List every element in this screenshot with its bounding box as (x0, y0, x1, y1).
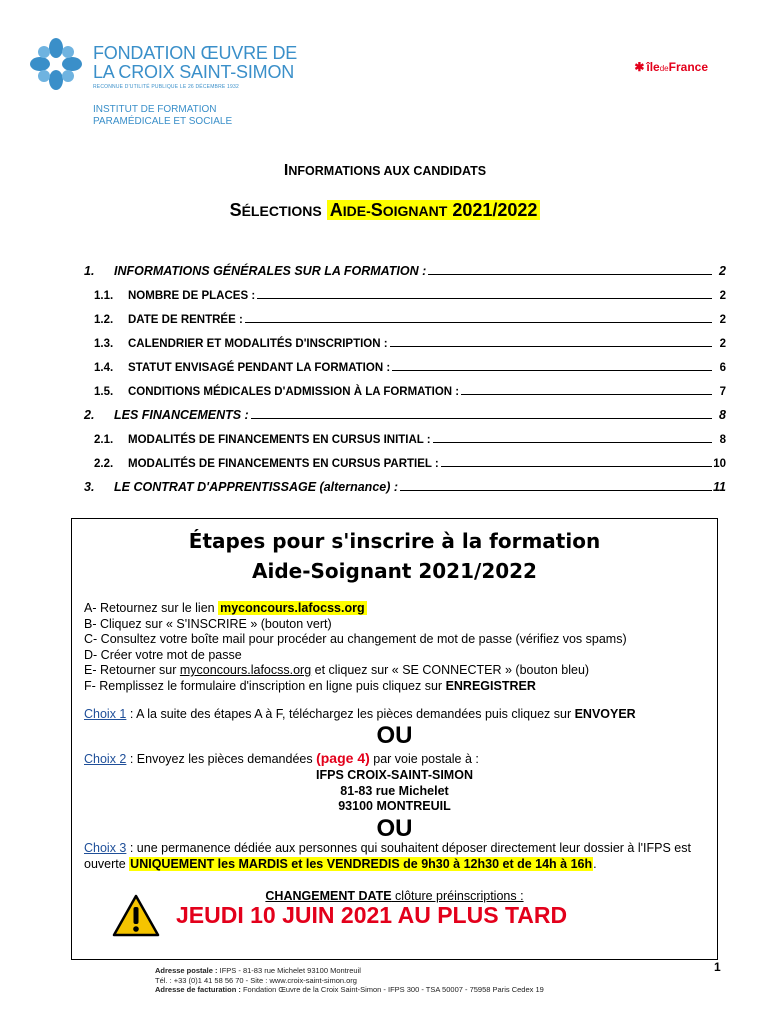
title2-highlight (327, 200, 541, 220)
toc-page: 2 (719, 290, 726, 302)
step-a (84, 601, 709, 617)
toc-number: 1. (84, 264, 95, 278)
step-f (84, 679, 709, 695)
footer (155, 966, 544, 995)
choix-2-label: Choix 2 (84, 752, 127, 766)
deadline-text: JEUDI 10 JUIN 2021 AU PLUS TARD (176, 902, 568, 928)
step-e-text: E- Retourner sur (84, 663, 180, 677)
toc-number: 2.2. (94, 458, 114, 470)
toc-number: 3. (84, 480, 95, 494)
address-line3: 93100 MONTREUIL (338, 799, 451, 813)
toc-leader-line (257, 297, 712, 299)
choix-3-label: Choix 3 (84, 841, 127, 855)
ile-de-france-logo (634, 60, 708, 74)
document-subtitle (0, 200, 770, 221)
step-a-text: A- Retournez sur le lien (84, 601, 219, 615)
toc-label: NOMBRE DE PLACES : (128, 290, 256, 302)
title2-oignant: OIGNANT (382, 203, 448, 219)
toc-page: 7 (719, 386, 726, 398)
toc-label: LES FINANCEMENTS : (114, 408, 249, 422)
institute-name (93, 104, 232, 128)
croix-saint-simon-logo-icon (30, 38, 82, 90)
toc-entry[interactable] (84, 302, 726, 326)
step-f-text: F- Remplissez le formulaire d'inscription en ligne puis cliquez sur (84, 678, 446, 693)
step-e (84, 663, 709, 679)
idf-france: France (668, 60, 708, 74)
closing-bold: CHANGEMENT DATE (265, 889, 392, 903)
footer-postal-text: IFPS - 81-83 rue Michelet 93100 Montreuil (217, 966, 361, 975)
org-name-line1: FONDATION ŒUVRE DE (93, 43, 298, 63)
toc-entry[interactable] (84, 254, 726, 278)
table-of-contents (84, 254, 726, 494)
address-line2: 81-83 rue Michelet (340, 783, 449, 798)
step-e-post: et cliquez sur « SE CONNECTER » (bouton bleu) (311, 663, 590, 677)
document-title (0, 162, 770, 180)
warning-triangle-icon (112, 894, 160, 938)
idf-star-icon: ✱ (634, 60, 645, 74)
toc-entry[interactable] (84, 446, 726, 470)
title2-s: S (229, 200, 242, 220)
toc-entry[interactable] (84, 278, 726, 302)
choix-3-end: . (593, 856, 597, 871)
choix-1 (84, 707, 709, 723)
footer-line1 (155, 966, 544, 976)
choix-1-text: : A la suite des étapes A à F, téléchargez les pièces demandées puis cliquez sur (126, 707, 575, 721)
registration-steps-box (71, 518, 718, 960)
footer-billing-text: Fondation Œuvre de la Croix Saint-Simon - IFPS 300 - TSA 50007 - 75958 Paris Cedex 19 (240, 985, 544, 994)
toc-entry[interactable] (84, 350, 726, 374)
toc-number: 2.1. (94, 434, 114, 446)
myconcours-link-2[interactable]: myconcours.lafocss.org (179, 663, 312, 677)
footer-line2: Tél. : +33 (0)1 41 58 56 70 - Site : www.croix-saint-simon.org (155, 975, 357, 985)
page-number: 1 (714, 960, 721, 974)
ou-separator-2: OU (376, 815, 413, 842)
footer-postal-label: Adresse postale : (155, 966, 218, 975)
toc-leader-line (433, 441, 712, 443)
toc-entry[interactable] (84, 398, 726, 422)
toc-number: 1.4. (94, 362, 114, 374)
choix-1-label: Choix 1 (84, 707, 127, 721)
toc-page: 8 (719, 408, 726, 422)
toc-entry[interactable] (84, 374, 726, 398)
toc-number: 2. (84, 408, 95, 422)
toc-label: MODALITÉS DE FINANCEMENTS EN CURSUS PARTIEL : (128, 458, 439, 470)
org-name-line2: LA CROIX SAINT-SIMON (93, 62, 295, 82)
toc-entry[interactable] (84, 422, 726, 446)
title2-rest: ÉLECTIONS (241, 203, 322, 219)
postal-address (72, 768, 717, 815)
toc-leader-line (392, 369, 712, 371)
step-f-bold: ENREGISTRER (445, 678, 536, 693)
org-recognition: RECONNUE D'UTILITÉ PUBLIQUE LE 26 DÉCEMBRE 1932 (93, 84, 239, 90)
toc-leader-line (461, 393, 712, 395)
toc-page: 2 (719, 264, 726, 278)
closing-text: clôture préinscriptions : (391, 889, 524, 903)
footer-billing-label: Adresse de facturation : (155, 985, 241, 994)
step-b: B- Cliquez sur « S'INSCRIRE » (bouton vert) (84, 616, 332, 631)
title2-a: A (329, 200, 343, 220)
toc-leader-line (390, 345, 712, 347)
title2-ide: IDE- (342, 203, 371, 219)
toc-label: CALENDRIER ET MODALITÉS D'INSCRIPTION : (128, 338, 388, 350)
choix-2-page: (page 4) (316, 750, 370, 766)
ou-separator-1: OU (376, 722, 413, 749)
toc-page: 11 (713, 480, 726, 494)
footer-line3 (155, 985, 544, 995)
toc-leader-line (441, 465, 712, 467)
toc-entry[interactable] (84, 470, 726, 494)
toc-leader-line (245, 321, 712, 323)
box-title-line1: Étapes pour s'inscrire à la formation (188, 529, 601, 553)
idf-ile: îl (646, 60, 654, 74)
toc-label: STATUT ENVISAGÉ PENDANT LA FORMATION : (128, 362, 391, 374)
choix-3-text: : une permanence dédiée aux personnes qui souhaitent déposer directement leur dossier à l'IFPS est ouverte (84, 841, 691, 871)
title2-year: 2021/2022 (452, 200, 538, 220)
toc-label: MODALITÉS DE FINANCEMENTS EN CURSUS INITIAL : (128, 434, 431, 446)
address-line1: IFPS CROIX-SAINT-SIMON (316, 768, 473, 782)
choix-2 (84, 751, 709, 768)
closing-date-line (72, 889, 717, 903)
toc-label: LE CONTRAT D'APPRENTISSAGE (alternance) : (114, 480, 399, 494)
box-title-line2: Aide-Soignant 2021/2022 (252, 559, 537, 583)
institute-line2: PARAMÉDICALE ET SOCIALE (93, 116, 233, 127)
title1-rest: NFORMATIONS AUX CANDIDATS (288, 164, 487, 178)
toc-leader-line (251, 417, 712, 419)
myconcours-link[interactable]: myconcours.lafocss.org (220, 601, 365, 615)
organization-name (93, 44, 297, 91)
choix-3 (84, 841, 709, 872)
step-d: D- Créer votre mot de passe (84, 647, 242, 662)
toc-page: 8 (719, 434, 726, 446)
toc-page: 2 (719, 314, 726, 326)
toc-number: 1.2. (94, 314, 114, 326)
idf-de: de (659, 64, 669, 73)
toc-label: INFORMATIONS GÉNÉRALES SUR LA FORMATION : (114, 264, 427, 278)
choix-3-highlight: UNIQUEMENT les MARDIS et les VENDREDIS de 9h30 à 12h30 et de 14h à 16h (130, 856, 593, 871)
toc-page: 6 (719, 362, 726, 374)
toc-page: 2 (719, 338, 726, 350)
toc-leader-line (400, 489, 712, 491)
title2-s2: S (370, 200, 383, 220)
toc-page: 10 (713, 458, 726, 470)
toc-number: 1.5. (94, 386, 114, 398)
title1-initial: I (283, 162, 289, 179)
toc-label: CONDITIONS MÉDICALES D'ADMISSION À LA FORMATION : (128, 386, 460, 398)
toc-label: DATE DE RENTRÉE : (128, 314, 243, 326)
choix-2-post: par voie postale à : (369, 752, 479, 766)
toc-entry[interactable] (84, 326, 726, 350)
choix-2-text: : Envoyez les pièces demandées (126, 752, 317, 766)
steps-list (84, 601, 709, 694)
toc-leader-line (428, 273, 712, 275)
toc-number: 1.3. (94, 338, 114, 350)
institute-line1: INSTITUT DE FORMATION (93, 104, 217, 115)
step-c: C- Consultez votre boîte mail pour procéder au changement de mot de passe (vérifiez vos spams) (84, 632, 627, 646)
choix-1-bold: ENVOYER (574, 707, 636, 721)
toc-number: 1.1. (94, 290, 114, 302)
idf-e: e (653, 60, 660, 74)
